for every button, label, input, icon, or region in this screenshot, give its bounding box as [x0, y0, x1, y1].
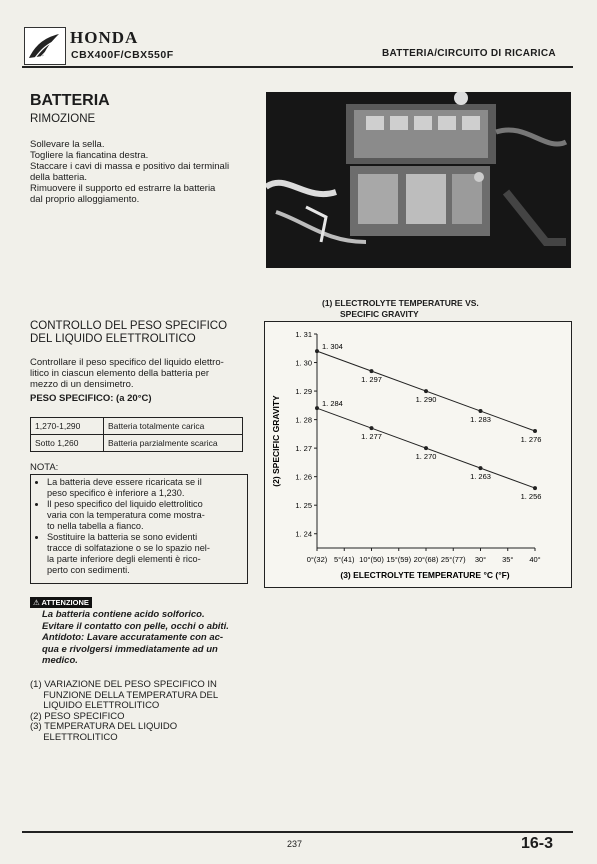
data-label: 1. 256 [520, 492, 542, 502]
y-tick-label: 1. 28 [295, 415, 312, 425]
note-line: tracce di solfatazione o se lo spazio nel- [47, 543, 210, 553]
intro-line: litico in ciascun elemento della batteria per [30, 368, 210, 379]
chart-subtitle: SPECIFIC GRAVITY [340, 309, 419, 319]
gravity-heading-line: DEL LIQUIDO ELETTROLITICO [30, 333, 196, 345]
note-line: peso specifico è inferiore a 1,230. [47, 488, 185, 498]
warning-line: medico. [42, 655, 78, 666]
battery-photo [266, 92, 571, 268]
note-box [30, 474, 248, 584]
gravity-chart-frame [264, 321, 572, 588]
table-row [31, 435, 243, 452]
note-line: varia con la temperatura come mostra- [47, 510, 205, 520]
note-line: to nella tabella a fianco. [47, 521, 144, 531]
page-reference: 16-3 [521, 835, 554, 852]
data-point [533, 429, 537, 433]
chart-title: (1) ELECTROLYTE TEMPERATURE VS. [322, 298, 479, 308]
data-point [424, 446, 428, 450]
warning-icon: ⚠ [33, 598, 42, 607]
table-cell: Sotto 1,260 [31, 435, 104, 452]
x-tick-label: 0°(32) [306, 555, 328, 564]
gravity-intro [30, 357, 252, 390]
y-tick-label: 1. 25 [295, 501, 312, 511]
legend-line: LIQUIDO ELETTROLITICO [30, 700, 160, 711]
y-tick-label: 1. 26 [295, 472, 312, 482]
x-tick-label: 10°(50) [359, 555, 384, 564]
data-point [370, 426, 374, 430]
model-name: CBX400F/CBX550F [71, 49, 174, 61]
section-title: BATTERIA/CIRCUITO DI RICARICA [382, 48, 556, 59]
header-rule [22, 66, 573, 68]
note-item [47, 477, 247, 499]
gravity-table [30, 417, 243, 452]
brand-name: HONDA [70, 28, 139, 47]
removal-steps [30, 139, 255, 205]
warning-line: Evitare il contatto con pelle, occhi o abiti. [42, 620, 229, 632]
gravity-heading [30, 320, 227, 346]
x-tick-label: 30° [474, 555, 487, 564]
honda-wing-logo [24, 27, 66, 65]
data-label: 1. 284 [322, 399, 343, 409]
y-tick-label: 1. 27 [295, 444, 312, 454]
step-line: della batteria. [30, 172, 88, 183]
x-tick-label: 15°(59) [386, 555, 412, 564]
note-line: perto con sedimenti. [47, 565, 130, 575]
note-line: • Il peso specifico del liquido elettrolitico [47, 499, 203, 509]
note-line: • Sostituire la batteria se sono evidenti [47, 532, 198, 542]
legend-line: (2) PESO SPECIFICO [30, 710, 125, 722]
data-point [479, 409, 483, 413]
data-label: 1. 276 [520, 435, 542, 445]
warning-line: La batteria contiene acido solforico. [42, 609, 205, 620]
data-label: 1. 297 [361, 375, 382, 385]
table-cell: 1,270-1,290 [31, 418, 104, 435]
step-line: Staccare i cavi di massa e positivo dai terminali [30, 161, 230, 172]
data-label: 1. 304 [322, 342, 343, 352]
x-tick-label: 40° [529, 555, 541, 564]
data-point [315, 406, 319, 410]
x-tick-label: 25°(77) [440, 555, 466, 564]
footer-rule [22, 831, 573, 833]
data-label: 1. 270 [415, 452, 437, 462]
step-line: Sollevare la sella. [30, 139, 105, 150]
table-cell: Batteria totalmente carica [104, 418, 243, 435]
spec-label: PESO SPECIFICO: (a 20°C) [30, 393, 152, 404]
page-number: 237 [287, 839, 303, 849]
warning-line: qua e rivolgersi immediatamente ad un [42, 643, 218, 655]
note-item [47, 532, 247, 576]
y-tick-label: 1. 29 [295, 387, 312, 397]
removal-subheading: RIMOZIONE [30, 113, 96, 125]
battery-heading: BATTERIA [30, 92, 110, 109]
x-tick-label: 35° [502, 555, 514, 564]
y-tick-label: 1. 31 [295, 330, 312, 339]
step-line: dal proprio alloggiamento. [30, 194, 140, 205]
y-axis-title: (2) SPECIFIC GRAVITY [271, 395, 281, 487]
warning-tag-label: ATTENZIONE [41, 598, 89, 607]
x-tick-label: 5°(41) [333, 555, 355, 564]
data-point [533, 486, 537, 490]
data-label: 1. 283 [470, 415, 491, 425]
y-tick-label: 1. 30 [295, 358, 312, 368]
note-line: la parte inferiore degli elementi è rico- [47, 554, 201, 564]
data-label: 1. 263 [470, 472, 491, 482]
legend-line: ELETTROLITICO [30, 731, 118, 743]
note-line: • La batteria deve essere ricaricata se il [47, 477, 202, 487]
step-line: Togliere la fiancatina destra. [30, 150, 149, 161]
legend-line: FUNZIONE DELLA TEMPERATURA DEL [30, 689, 219, 701]
data-label: 1. 290 [415, 395, 437, 405]
data-label: 1. 277 [361, 432, 382, 442]
warning-badge [30, 597, 92, 608]
intro-line: mezzo di un densimetro. [30, 379, 134, 390]
data-point [315, 349, 319, 353]
legend-line: (1) VARIAZIONE DEL PESO SPECIFICO IN [30, 679, 217, 690]
note-label: NOTA: [30, 462, 59, 473]
y-tick-label: 1. 24 [295, 529, 312, 539]
x-axis-title: (3) ELECTROLYTE TEMPERATURE °C (°F) [340, 570, 510, 580]
data-point [424, 389, 428, 393]
data-point [370, 369, 374, 373]
gravity-chart [265, 322, 571, 587]
note-item [47, 499, 247, 532]
table-cell: Batteria parzialmente scarica [104, 435, 243, 452]
intro-line: Controllare il peso specifico del liquido elettro- [30, 357, 224, 368]
warning-text [42, 609, 247, 667]
legend-line: (3) TEMPERATURA DEL LIQUIDO [30, 721, 178, 732]
figure-legend [30, 680, 218, 743]
table-row [31, 418, 243, 435]
gravity-heading-line: CONTROLLO DEL PESO SPECIFICO [30, 320, 228, 332]
bleed-through [372, 74, 375, 86]
warning-line: Antidoto: Lavare accuratamente con ac- [42, 632, 224, 643]
data-point [479, 466, 483, 470]
step-line: Rimuovere il supporto ed estrarre la batteria [30, 183, 216, 194]
x-tick-label: 20°(68) [413, 555, 439, 564]
